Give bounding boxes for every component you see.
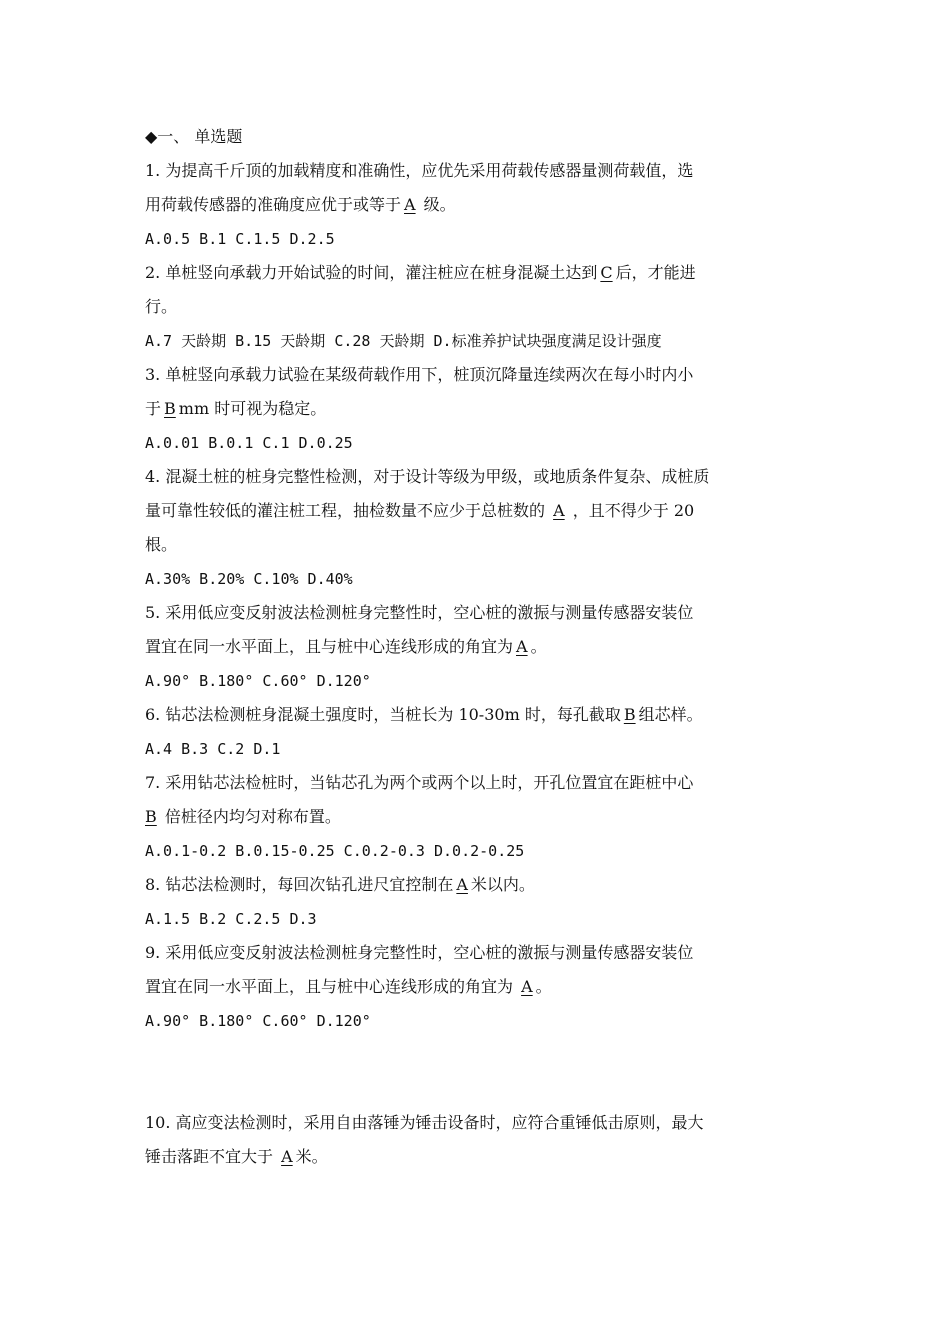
question-8-answer: A [456,875,468,894]
question-8-text: 8. 钻芯法检测时，每回次钻孔进尺宜控制在 [145,875,454,894]
question-1-line-2 [145,188,815,222]
question-5-answer: A [516,637,528,656]
question-3-line-1: 3. 单桩竖向承载力试验在某级荷载作用下，桩顶沉降量连续两次在每小时内小 [145,365,694,384]
question-10-line-1: 10. 高应变法检测时，采用自由落锤为锤击设备时，应符合重锤低击原则，最大 [145,1113,704,1132]
question-9-line-2 [145,970,815,1004]
question-3-text-end: mm 时可视为稳定。 [178,399,327,418]
question-1-text: 用荷载传感器的准确度应优于或等于 [145,195,402,214]
question-7-line-1: 7. 采用钻芯法检桩时，当钻芯孔为两个或两个以上时，开孔位置宜在距桩中心 [145,773,694,792]
question-4-answer: A [553,501,565,520]
document-body [145,120,815,1174]
question-1-line-1: 1. 为提高千斤顶的加载精度和准确性，应优先采用荷载传感器量测荷载值，选 [145,161,694,180]
question-1-text-end: 级。 [418,195,456,214]
question-10-text-end: 米。 [295,1147,328,1166]
question-8-line-1 [145,868,815,902]
question-4-line-1: 4. 混凝土桩的桩身完整性检测，对于设计等级为甲级，或地质条件复杂、成桩质 [145,467,710,486]
question-9-options: A.90° B.180° C.60° D.120° [145,1012,371,1030]
question-9-line-1: 9. 采用低应变反射波法检测桩身完整性时，空心桩的激振与测量传感器安装位 [145,943,694,962]
question-3-answer: B [164,399,176,418]
question-3-line-2 [145,392,815,426]
question-6-text-end: 组芯样。 [638,705,703,724]
question-5-text: 置宜在同一水平面上，且与桩中心连线形成的角宜为 [145,637,514,656]
question-2-line-1 [145,256,815,290]
question-5-line-1: 5. 采用低应变反射波法检测桩身完整性时，空心桩的激振与测量传感器安装位 [145,603,694,622]
question-2-answer: C [600,263,613,282]
spacer [145,1038,815,1106]
question-6-text: 6. 钻芯法检测桩身混凝土强度时，当桩长为 10-30m 时，每孔截取 [145,705,621,724]
question-3-text: 于 [145,399,162,418]
question-4-text-end: ，且不得少于 20 [567,501,695,520]
question-8-options: A.1.5 B.2 C.2.5 D.3 [145,910,317,928]
question-8-text-end: 米以内。 [470,875,535,894]
question-9-text: 置宜在同一水平面上，且与桩中心连线形成的角宜为 [145,977,519,996]
question-5-options: A.90° B.180° C.60° D.120° [145,672,371,690]
question-2-text-end: 后，才能进 [615,263,696,282]
question-7-line-2 [145,800,815,834]
question-7-text-end: 倍桩径内均匀对称布置。 [159,807,341,826]
question-5-line-2 [145,630,815,664]
question-9-text-end: 。 [535,977,552,996]
question-1-options: A.0.5 B.1 C.1.5 D.2.5 [145,230,335,248]
question-2-line-2: 行。 [145,297,178,316]
question-4-line-2 [145,494,815,528]
question-6-line-1 [145,698,815,732]
question-4-text: 量可靠性较低的灌注桩工程，抽检数量不应少于总桩数的 [145,501,551,520]
question-9-answer: A [521,977,533,996]
question-2-text: 2. 单桩竖向承载力开始试验的时间，灌注桩应在桩身混凝土达到 [145,263,598,282]
question-3-options: A.0.01 B.0.1 C.1 D.0.25 [145,434,353,452]
question-6-answer: B [623,705,636,724]
question-10-line-2 [145,1140,815,1174]
question-10-answer: A [281,1147,293,1166]
question-6-options: A.4 B.3 C.2 D.1 [145,740,281,758]
question-2-options: A.7 天龄期 B.15 天龄期 C.28 天龄期 D.标准养护试块强度满足设计强度 [145,332,662,350]
question-4-options: A.30% B.20% C.10% D.40% [145,570,353,588]
question-4-line-3: 根。 [145,535,178,554]
question-7-options: A.0.1-0.2 B.0.15-0.25 C.0.2-0.3 D.0.2-0.25 [145,842,525,860]
question-1-answer: A [404,195,416,214]
section-heading: ◆一、 单选题 [145,127,243,146]
question-7-answer: B [145,807,157,826]
question-10-text: 锤击落距不宜大于 [145,1147,279,1166]
question-5-text-end: 。 [530,637,547,656]
